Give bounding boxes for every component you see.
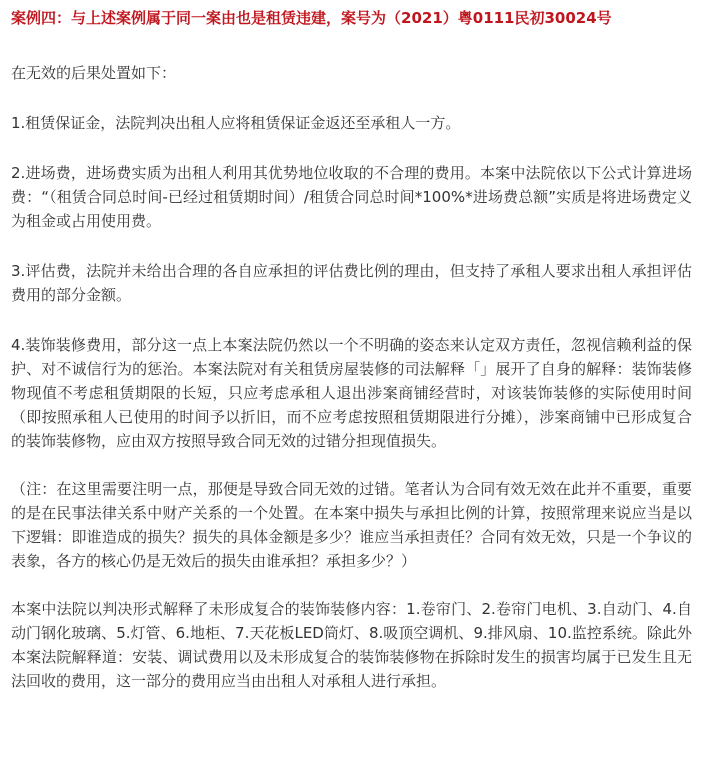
case-heading: 案例四：与上述案例属于同一案由也是租赁违建，案号为（2021）粤0111民初30024号 <box>11 9 612 27</box>
point-appraisal-fee: 3.评估费，法院并未给出合理的各自应承担的评估费比例的理由，但支持了承租人要求出租人承担评估费用的部分金额。 <box>11 262 692 304</box>
point-deposit: 1.租赁保证金，法院判决出租人应将租赁保证金返还至承租人一方。 <box>11 114 461 132</box>
intro-paragraph: 在无效的后果处置如下： <box>11 64 177 82</box>
conclusion-paragraph: 本案中法院以判决形式解释了未形成复合的装饰装修内容：1.卷帘门、2.卷帘门电机、3.自动门、4.自动门钢化玻璃、5.灯管、6.地柜、7.天花板LED筒灯、8.吸顶空调机、9.排风扇、10.监控系统。除此外本案法院解释道：安装、调试费用以及未形成复合的装饰装修物在拆除时发生的损害均属于已发生且无法回收的费用，这一部分的费用应当由出租人对承租人进行承担。 <box>11 600 692 690</box>
note-paragraph: （注：在这里需要注明一点，那便是导致合同无效的过错。笔者认为合同有效无效在此并不重要，重要的是在民事法律关系中财产关系的一个处置。在本案中损失与承担比例的计算，按照常理来说应当是以下逻辑：即谁造成的损失？损失的具体金额是多少？谁应当承担责任？合同有效无效，只是一个争议的表象，各方的核心仍是无效后的损失由谁承担？承担多少？） <box>11 480 692 570</box>
point-decoration-fee: 4.装饰装修费用，部分这一点上本案法院仍然以一个不明确的姿态来认定双方责任，忽视信赖利益的保护、对不诚信行为的惩治。本案法院对有关租赁房屋装修的司法解释「」展开了自身的解释：装饰装修物现值不考虑租赁期限的长短，只应考虑承租人退出涉案商铺经营时，对该装饰装修的实际使用时间（即按照承租人已使用的时间予以折旧，而不应考虑按照租赁期限进行分摊），涉案商铺中已形成复合的装饰装修物，应由双方按照导致合同无效的过错分担现值损失。 <box>11 336 692 450</box>
point-entry-fee: 2.进场费，进场费实质为出租人利用其优势地位收取的不合理的费用。本案中法院依以下公式计算进场费：“（租赁合同总时间-已经过租赁期时间）/租赁合同总时间*100%*进场费总额”实质是将进场费定义为租金或占用使用费。 <box>11 164 692 230</box>
